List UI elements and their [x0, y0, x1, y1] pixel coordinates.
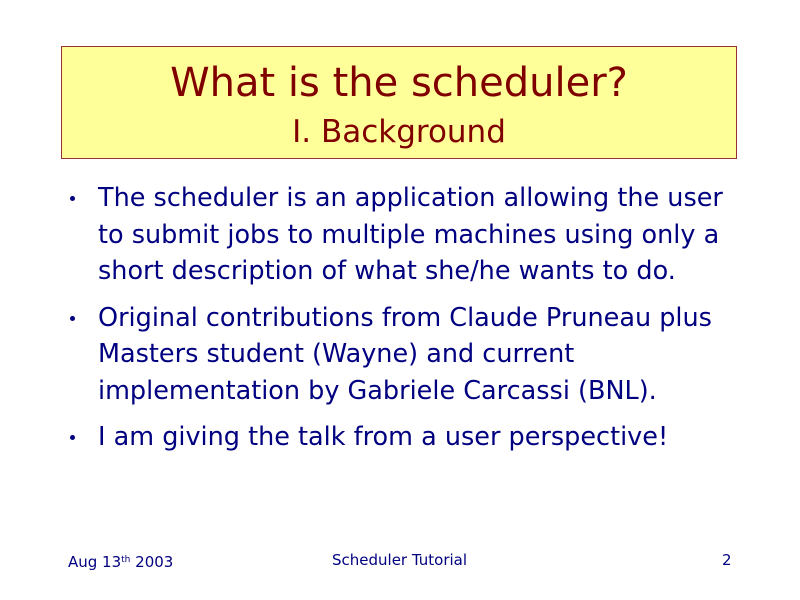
bullet-list [68, 180, 748, 466]
bullet-text: The scheduler is an application allowing the user to submit jobs to multiple machines using only a short description of what she/he wants to do. [98, 183, 723, 286]
bullet-item [68, 180, 748, 290]
bullet-text: Original contributions from Claude Pruneau plus Masters student (Wayne) and current implementation by Gabriele Carcassi (BNL). [98, 302, 712, 406]
bullet-item [68, 300, 748, 410]
page-number: 2 [722, 551, 732, 569]
footer-date-prefix: Aug 13 [68, 553, 122, 571]
bullet-item [68, 419, 748, 456]
bullet-dot-icon [70, 196, 75, 201]
bullet-dot-icon [70, 316, 75, 321]
footer-date [68, 550, 173, 572]
slide-subtitle: I. Background [292, 114, 506, 150]
title-box [61, 46, 737, 159]
footer-title: Scheduler Tutorial [332, 551, 468, 569]
footer-date-suffix: th [121, 555, 131, 565]
footer-date-year: 2003 [130, 553, 174, 571]
slide-title: What is the scheduler? [170, 60, 628, 106]
bullet-dot-icon [70, 435, 75, 440]
bullet-text: I am giving the talk from a user perspective! [98, 422, 669, 452]
